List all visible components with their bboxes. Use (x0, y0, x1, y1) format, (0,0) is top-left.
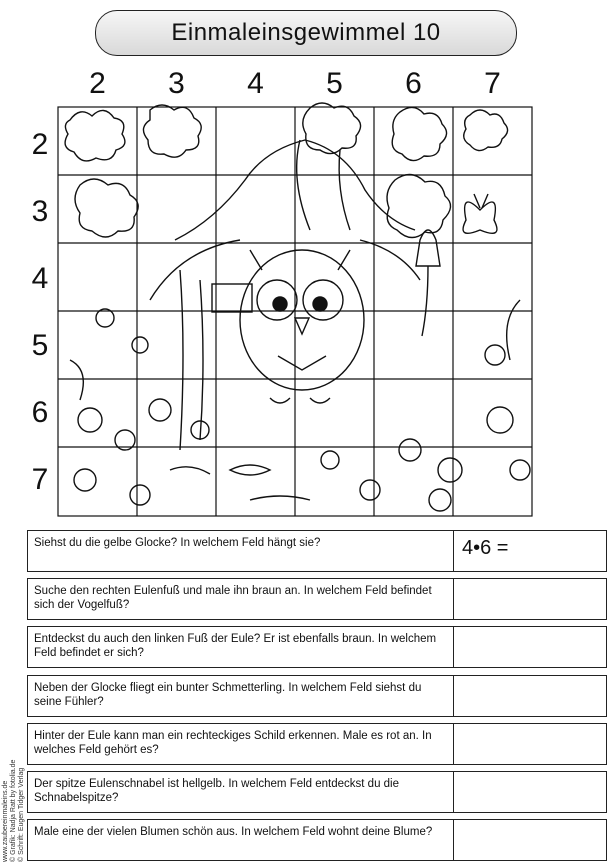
column-label: 4 (247, 67, 264, 100)
credit-line: © Schrift: Eugen Tidger Verlag (18, 767, 25, 862)
task-row (27, 530, 607, 572)
answer-field[interactable] (453, 627, 606, 667)
column-label: 5 (326, 67, 343, 100)
task-question: Siehst du die gelbe Glocke? In welchem Feld hängt sie? (34, 537, 321, 549)
worksheet-title: Einmaleinsgewimmel 10 (95, 10, 517, 56)
answer-field[interactable] (453, 676, 606, 716)
row-label: 3 (31, 195, 49, 228)
column-label: 2 (89, 67, 106, 100)
answer-field[interactable]: 4•6 = (453, 531, 606, 571)
coloring-illustration (65, 103, 530, 511)
task-row (27, 723, 607, 765)
credit-line: © Grafik: Nadja Ratt by fotolia.de (10, 759, 17, 862)
task-row (27, 675, 607, 717)
row-label: 6 (31, 396, 49, 429)
column-label: 6 (405, 67, 422, 100)
task-question: Entdeckst du auch den linken Fuß der Eule? Er ist ebenfalls braun. In welchem Feld befindet er sich? (34, 633, 437, 659)
task-row (27, 819, 607, 861)
credit-line: www.zaubereinmaleins.de (2, 780, 9, 862)
row-label: 4 (31, 262, 49, 295)
task-question: Der spitze Eulenschnabel ist hellgelb. In welchem Feld entdeckst du die Schnabelspitze? (34, 778, 400, 804)
row-label: 5 (31, 329, 49, 362)
column-label: 7 (484, 67, 501, 100)
task-question: Suche den rechten Eulenfuß und male ihn braun an. In welchem Feld befindet sich der Vogelfuß? (34, 585, 432, 611)
task-question: Male eine der vielen Blumen schön aus. In welchem Feld wohnt deine Blume? (34, 826, 433, 838)
task-row (27, 771, 607, 813)
answer-field[interactable] (453, 772, 606, 812)
task-question: Neben der Glocke fliegt ein bunter Schmetterling. In welchem Feld siehst du seine Fühler? (34, 682, 422, 708)
answer-field[interactable] (453, 724, 606, 764)
row-label: 2 (31, 128, 49, 161)
task-row (27, 578, 607, 620)
task-row (27, 626, 607, 668)
row-label: 7 (31, 463, 49, 496)
answer-field[interactable] (453, 579, 606, 619)
grid-lines (58, 107, 532, 516)
copyright-credits (2, 760, 26, 862)
answer-field[interactable] (453, 820, 606, 860)
column-label: 3 (168, 67, 185, 100)
task-question: Hinter der Eule kann man ein rechteckiges Schild erkennen. Male es rot an. In welches Feld gehört es? (34, 730, 432, 756)
